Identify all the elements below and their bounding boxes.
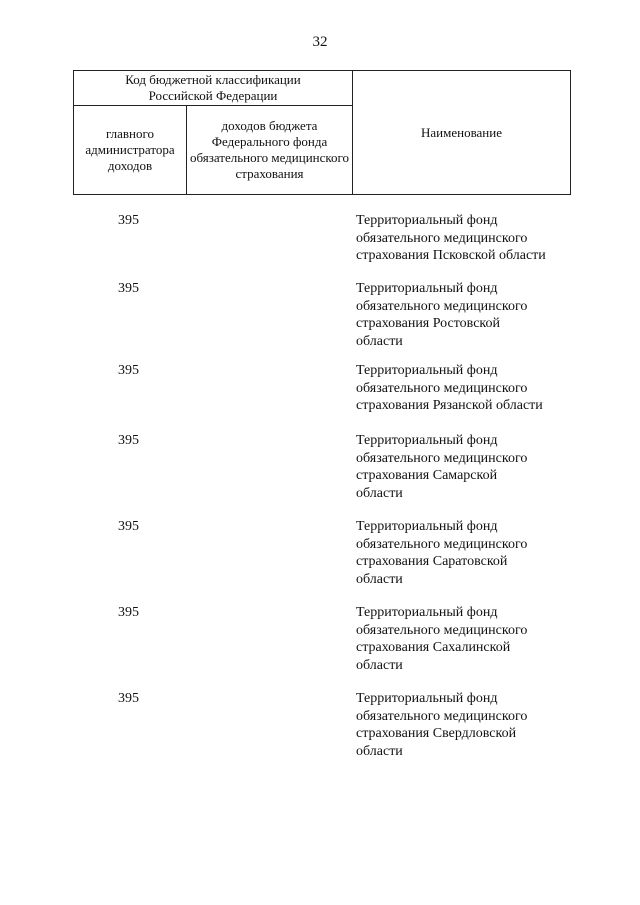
row-name-line: области — [356, 333, 403, 349]
header-col-admin: главного администратора доходов — [74, 106, 187, 195]
row-name-line: Территориальный фонд — [356, 605, 498, 620]
row-name-line: области — [356, 571, 403, 587]
header-group-label: Код бюджетной классификации Российской Федерации — [74, 71, 353, 106]
row-name-line: обязательного медицинского — [356, 450, 528, 466]
row-name — [356, 280, 571, 350]
row-code: 395 — [118, 519, 139, 534]
row-name-line: области — [356, 485, 403, 501]
row-name-line: Территориальный фонд — [356, 433, 498, 448]
row-name-line: обязательного медицинского — [356, 536, 528, 552]
row-name — [356, 212, 571, 265]
row-name-line: обязательного медицинского — [356, 708, 528, 724]
row-code: 395 — [118, 281, 139, 296]
row-name-line: Территориальный фонд — [356, 213, 498, 228]
row-name-line: Территориальный фонд — [356, 281, 498, 296]
row-name-line: Территориальный фонд — [356, 691, 498, 706]
row-name-line: страхования Сахалинской — [356, 640, 511, 655]
row-name — [356, 432, 571, 502]
row-name-line: обязательного медицинского — [356, 230, 528, 246]
row-code: 395 — [118, 213, 139, 228]
row-name-line: страхования Ростовской — [356, 316, 501, 331]
header-col-revenue: доходов бюджета Федерального фонда обязательного медицинского страхования — [187, 106, 353, 195]
page-number: 32 — [312, 34, 328, 50]
classification-header-table — [73, 70, 571, 195]
row-code: 395 — [118, 363, 139, 378]
row-name-line: области — [356, 657, 403, 673]
row-name — [356, 362, 571, 415]
row-code: 395 — [118, 691, 139, 706]
row-name-line: обязательного медицинского — [356, 622, 528, 638]
row-name-line: страхования Рязанской области — [356, 398, 543, 413]
row-code: 395 — [118, 433, 139, 448]
row-name-line: обязательного медицинского — [356, 380, 528, 396]
row-name — [356, 518, 571, 588]
row-name-line: обязательного медицинского — [356, 298, 528, 314]
row-name-line: Территориальный фонд — [356, 363, 498, 378]
row-name-line: страхования Свердловской — [356, 726, 517, 741]
header-col-name: Наименование — [353, 71, 571, 195]
row-name-line: страхования Самарской — [356, 468, 498, 483]
row-name-line: области — [356, 743, 403, 759]
row-name — [356, 690, 571, 760]
row-code: 395 — [118, 605, 139, 620]
row-name-line: страхования Псковской области — [356, 248, 546, 263]
row-name-line: Территориальный фонд — [356, 519, 498, 534]
row-name — [356, 604, 571, 674]
row-name-line: страхования Саратовской — [356, 554, 508, 569]
